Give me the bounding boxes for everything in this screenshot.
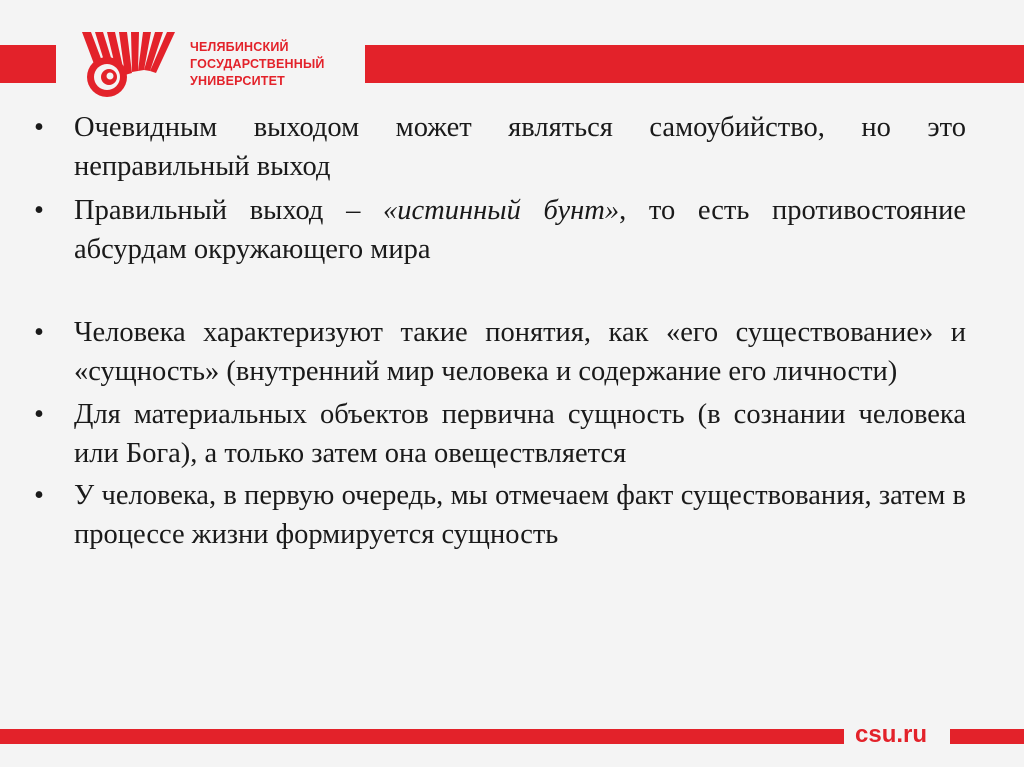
bullet-marker: • — [34, 399, 44, 430]
bullet-marker: • — [34, 317, 44, 348]
list-item — [34, 476, 966, 554]
csu-spiral-logo-icon — [78, 30, 180, 100]
bullet-text — [74, 191, 966, 269]
bullet-text: Очевидным выходом может являться самоубийство, но это неправильный выход — [74, 112, 966, 182]
university-name-line-3: УНИВЕРСИТЕТ — [190, 74, 285, 88]
bullet-text: Для материальных объектов первична сущность (в сознании человека или Бога), а только затем она овеществляется — [74, 399, 966, 469]
bullet-list — [34, 108, 966, 554]
header-red-bar-left — [0, 45, 56, 83]
bullet-marker: • — [34, 195, 44, 226]
bullet-marker: • — [34, 480, 44, 511]
list-item — [34, 108, 966, 186]
university-name — [190, 39, 325, 90]
bullet-text-end: , то есть противостояние абсурдам окружающего мира — [74, 195, 966, 265]
bullet-text-start: Правильный выход – — [74, 195, 384, 226]
header-red-bar-right — [365, 45, 1024, 83]
bullet-text-italic: «истинный бунт» — [383, 195, 620, 226]
footer-red-bar-left — [0, 729, 844, 744]
site-url: csu.ru — [855, 721, 928, 748]
bullet-marker: • — [34, 112, 44, 143]
list-item — [34, 313, 966, 391]
list-item — [34, 191, 966, 269]
university-name-line-2: ГОСУДАРСТВЕННЫЙ — [190, 57, 325, 71]
list-item — [34, 395, 966, 473]
footer-red-bar-right — [950, 729, 1024, 744]
bullet-text: У человека, в первую очередь, мы отмечаем факт существования, затем в процессе жизни формируется сущность — [74, 480, 966, 550]
bullet-text: Человека характеризуют такие понятия, как «его существование» и «сущность» (внутренний мир человека и содержание его личности) — [74, 317, 966, 387]
university-name-line-1: ЧЕЛЯБИНСКИЙ — [190, 40, 289, 54]
